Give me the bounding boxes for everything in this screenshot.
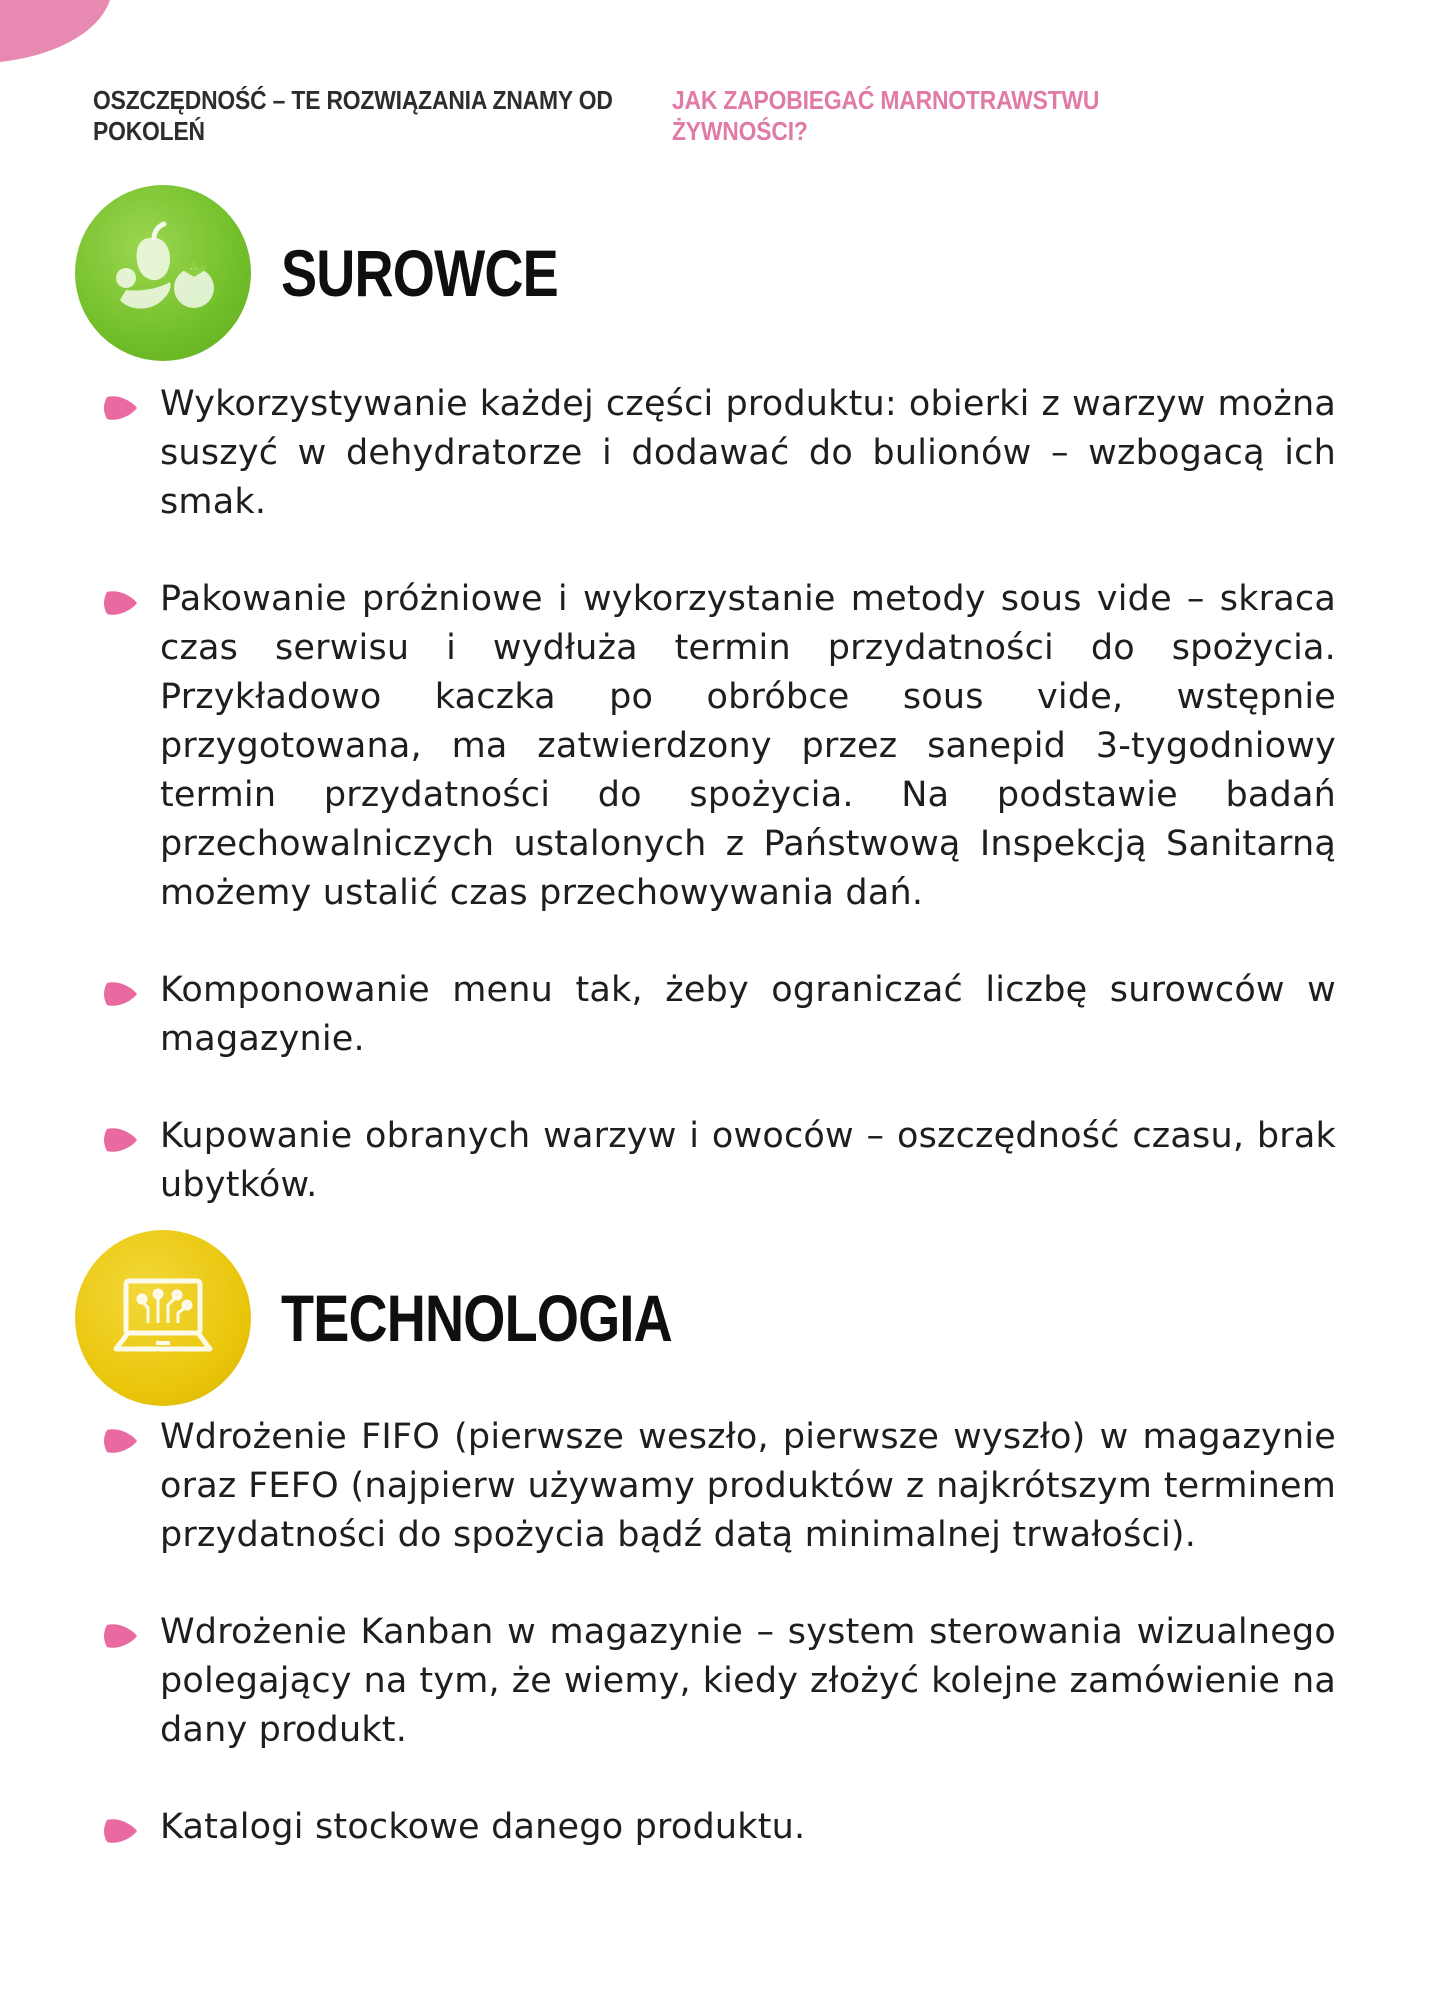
list-item-text: Kupowanie obranych warzyw i owoców – oszczędność czasu, brak ubytków. [160,1116,1336,1205]
list-item [100,380,1336,527]
bullet-icon [103,1817,139,1845]
list-item-text: Wykorzystywanie każdej części produktu: obierki z warzyw można suszyć w dehydratorze i dodawać do bulionów – wzbogacą ich smak. [160,384,1336,522]
list-item [100,575,1336,918]
bullet-icon [103,1126,139,1154]
bullet-icon [103,980,139,1008]
list-item-text: Wdrożenie Kanban w magazynie – system sterowania wizualnego polegający na tym, że wiemy, kiedy złożyć kolejne zamówienie na dany produkt. [160,1612,1336,1750]
page-header [93,85,1189,146]
bullet-icon [103,589,139,617]
list-item [100,1413,1336,1560]
bullet-icon [103,1427,139,1455]
technologia-list [100,1413,1336,1900]
corner-decoration [0,0,115,70]
list-item-text: Pakowanie próżniowe i wykorzystanie metody sous vide – skraca czas serwisu i wydłuża termin przydatności do spożycia. Przykładowo kaczka po obróbce sous vide, wstępnie przygotowana, ma zatwierdzony przez sanepid 3-tygodniowy termin przydatności do spożycia. Na podstawie badań przechowalniczych ustalonych z Państwową Inspekcją Sanitarną możemy ustalić czas przechowywania dań. [160,579,1336,913]
bullet-icon [103,1622,139,1650]
section-surowce-header [75,185,619,361]
vegetables-icon [75,185,251,361]
header-left-title: OSZCZĘDNOŚĆ – TE ROZWIĄZANIA ZNAMY OD POKOLEŃ [93,85,613,146]
section-title-surowce: SUROWCE [281,236,558,310]
section-title-technologia: TECHNOLOGIA [281,1281,672,1355]
section-technologia-header [75,1230,758,1406]
list-item [100,966,1336,1064]
list-item [100,1803,1336,1852]
laptop-icon [75,1230,251,1406]
list-item-text: Katalogi stockowe danego produktu. [160,1807,806,1847]
list-item-text: Wdrożenie FIFO (pierwsze weszło, pierwsze wyszło) w magazynie oraz FEFO (najpierw używamy produktów z najkrótszym terminem przydatności do spożycia bądź datą minimalnej trwałości). [160,1417,1336,1555]
list-item-text: Komponowanie menu tak, żeby ograniczać liczbę surowców w magazynie. [160,970,1336,1059]
list-item [100,1112,1336,1210]
header-right-title: JAK ZAPOBIEGAĆ MARNOTRAWSTWU ŻYWNOŚCI? [671,85,1100,146]
surowce-list [100,380,1336,1258]
bullet-icon [103,394,139,422]
list-item [100,1608,1336,1755]
